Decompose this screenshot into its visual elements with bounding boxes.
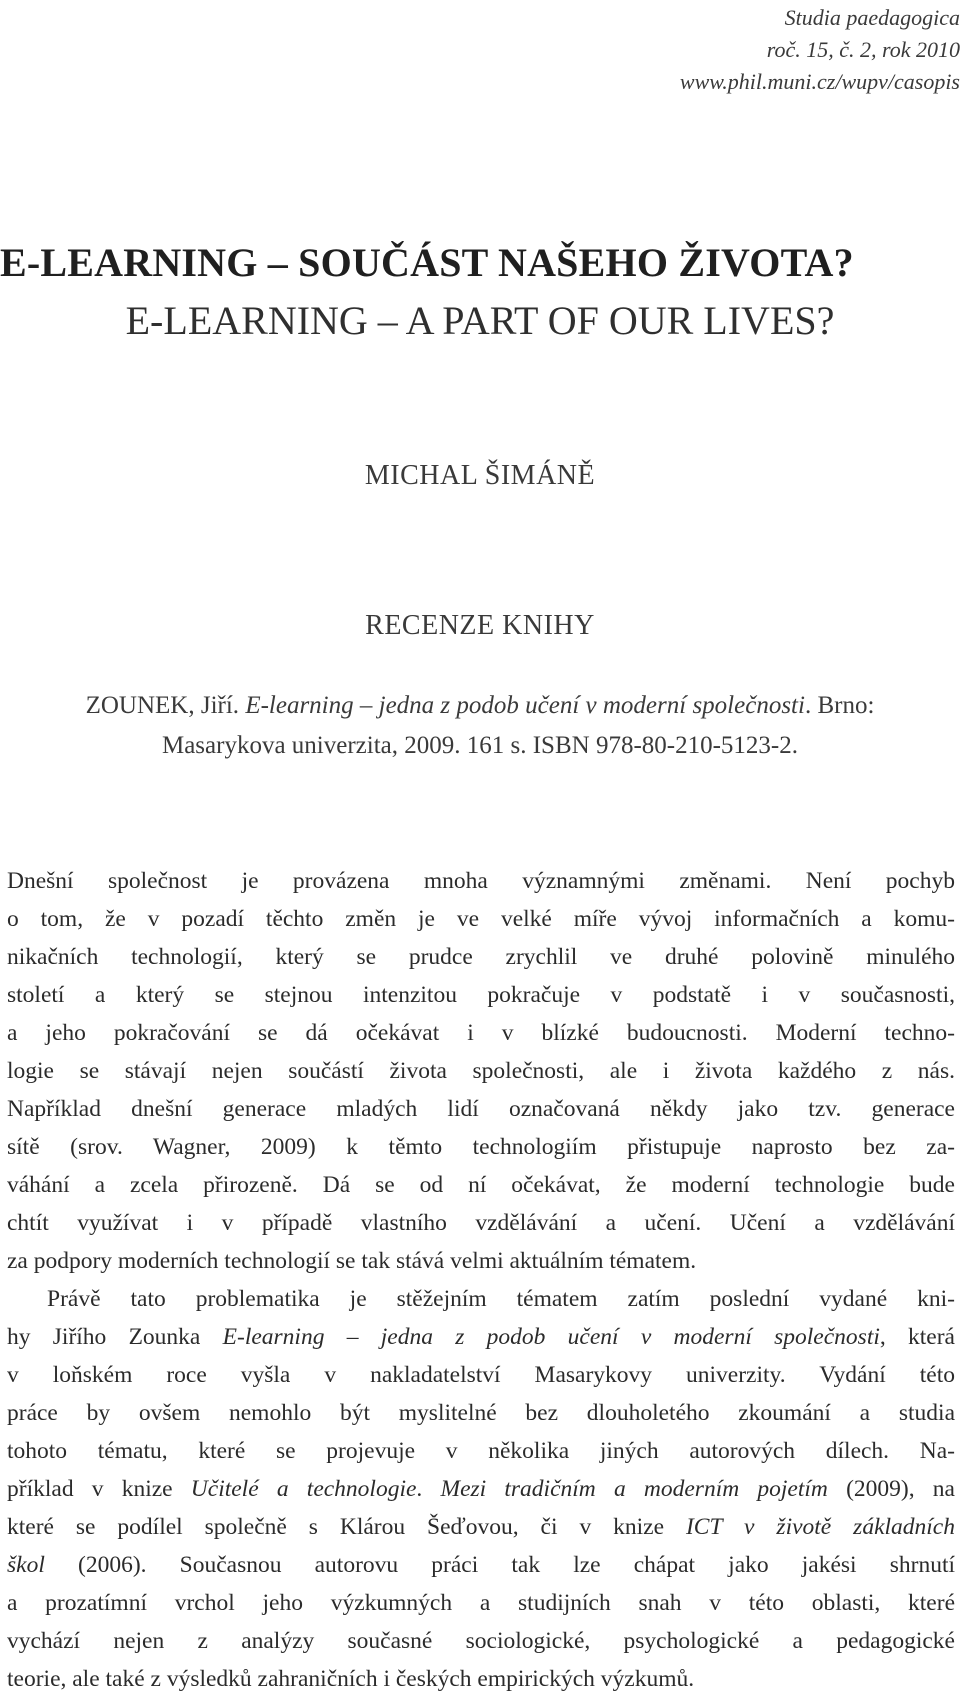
paragraph-line: teorie, ale také z výsledků zahraničních i českých empirických výzkumů. xyxy=(7,1666,695,1692)
text-run: (2006). Současnou autorovu práci tak lze chápat jako jakési shrnutí xyxy=(44,1552,955,1578)
section-label: RECENZE KNIHY xyxy=(365,610,595,641)
journal-issue: roč. 15, č. 2, rok 2010 xyxy=(766,37,960,62)
citation-author: ZOUNEK, Jiří. xyxy=(85,692,246,719)
paragraph-line: Dnešní společnost je provázena mnoha významnými změnami. Není pochyb xyxy=(7,868,955,894)
citation-line-1 xyxy=(0,686,960,726)
citation-publisher: . Brno: xyxy=(804,692,875,719)
text-run: (2009), na xyxy=(827,1476,955,1502)
paragraph-line xyxy=(7,1470,955,1508)
journal-url: www.phil.muni.cz/wupv/casopis xyxy=(679,69,960,94)
paragraph-line: chtít využívat i v případě vlastního vzdělávání a učení. Učení a vzdělávání xyxy=(7,1210,955,1236)
cited-book-title: ICT v životě základních xyxy=(685,1514,955,1540)
journal-header xyxy=(560,2,960,98)
book-citation xyxy=(0,686,960,766)
text-run: hy Jiřího Zounka xyxy=(7,1324,223,1350)
paragraph-line xyxy=(7,1508,955,1546)
author-name: MICHAL ŠIMÁNĚ xyxy=(364,460,596,491)
paragraph-line: sítě (srov. Wagner, 2009) k těmto technologiím přistupuje naprosto bez za- xyxy=(7,1134,955,1160)
citation-line-2: Masarykova univerzita, 2009. 161 s. ISBN 978-80-210-5123-2. xyxy=(161,732,798,759)
review-body xyxy=(7,862,955,1698)
text-run: které se podílel společně s Klárou Šeďovou, či v knize xyxy=(7,1514,686,1540)
paragraph-line: v loňském roce vyšla v nakladatelství Masarykovy univerzity. Vydání této xyxy=(7,1362,955,1388)
paragraph-line: století a který se stejnou intenzitou pokračuje v podstatě i v současnosti, xyxy=(7,982,955,1008)
paragraph-line: a prozatímní vrchol jeho výzkumných a studijních snah v této oblasti, které xyxy=(7,1590,955,1616)
paragraph-2 xyxy=(7,1280,955,1698)
text-run: příklad v knize xyxy=(7,1476,191,1502)
journal-name: Studia paedagogica xyxy=(784,5,960,30)
article-title-english: E-LEARNING – A PART OF OUR LIVES? xyxy=(125,298,835,343)
paragraph-1 xyxy=(7,862,955,1280)
paragraph-line: vychází nejen z analýzy současné sociologické, psychologické a pedagogické xyxy=(7,1628,955,1654)
paragraph-line: o tom, že v pozadí těchto změn je ve velké míře vývoj informačních a komu- xyxy=(7,906,955,932)
article-title-czech: E-LEARNING – SOUČÁST NAŠEHO ŽIVOTA? xyxy=(0,240,854,285)
citation-book-title: E-learning – jedna z podob učení v moderní společnosti xyxy=(245,692,805,719)
cited-book-title: Učitelé a technologie xyxy=(190,1476,417,1502)
paragraph-line: logie se stávají nejen součástí života společnosti, ale i života každého z nás. xyxy=(7,1058,955,1084)
cited-book-title: E-learning – jedna z podob učení v moderní společnosti xyxy=(222,1324,880,1350)
paragraph-line: nikačních technologií, který se prudce zrychlil ve druhé polovině minulého xyxy=(7,944,955,970)
paragraph-line: Například dnešní generace mladých lidí označovaná někdy jako tzv. generace xyxy=(7,1096,955,1122)
paragraph-line: Právě tato problematika je stěžejním tématem zatím poslední vydané kni- xyxy=(47,1286,955,1312)
paragraph-line xyxy=(7,1318,955,1356)
paragraph-line: tohoto tématu, které se projevuje v několika jiných autorových dílech. Na- xyxy=(7,1438,955,1464)
paragraph-line: a jeho pokračování se dá očekávat i v blízké budoucnosti. Moderní techno- xyxy=(7,1020,955,1046)
text-run: , která xyxy=(879,1324,955,1350)
paragraph-line xyxy=(7,1546,955,1584)
paragraph-line: váhání a zcela přirozeně. Dá se od ní očekávat, že moderní technologie bude xyxy=(7,1172,955,1198)
cited-book-title: škol xyxy=(7,1552,45,1578)
paragraph-line: práce by ovšem nemohlo být myslitelné bez dlouholetého zkoumání a studia xyxy=(7,1400,955,1426)
text-run: . xyxy=(416,1476,441,1502)
cited-book-subtitle: Mezi tradičním a moderním pojetím xyxy=(440,1476,828,1502)
paragraph-line: za podpory moderních technologií se tak stává velmi aktuálním tématem. xyxy=(7,1248,697,1274)
